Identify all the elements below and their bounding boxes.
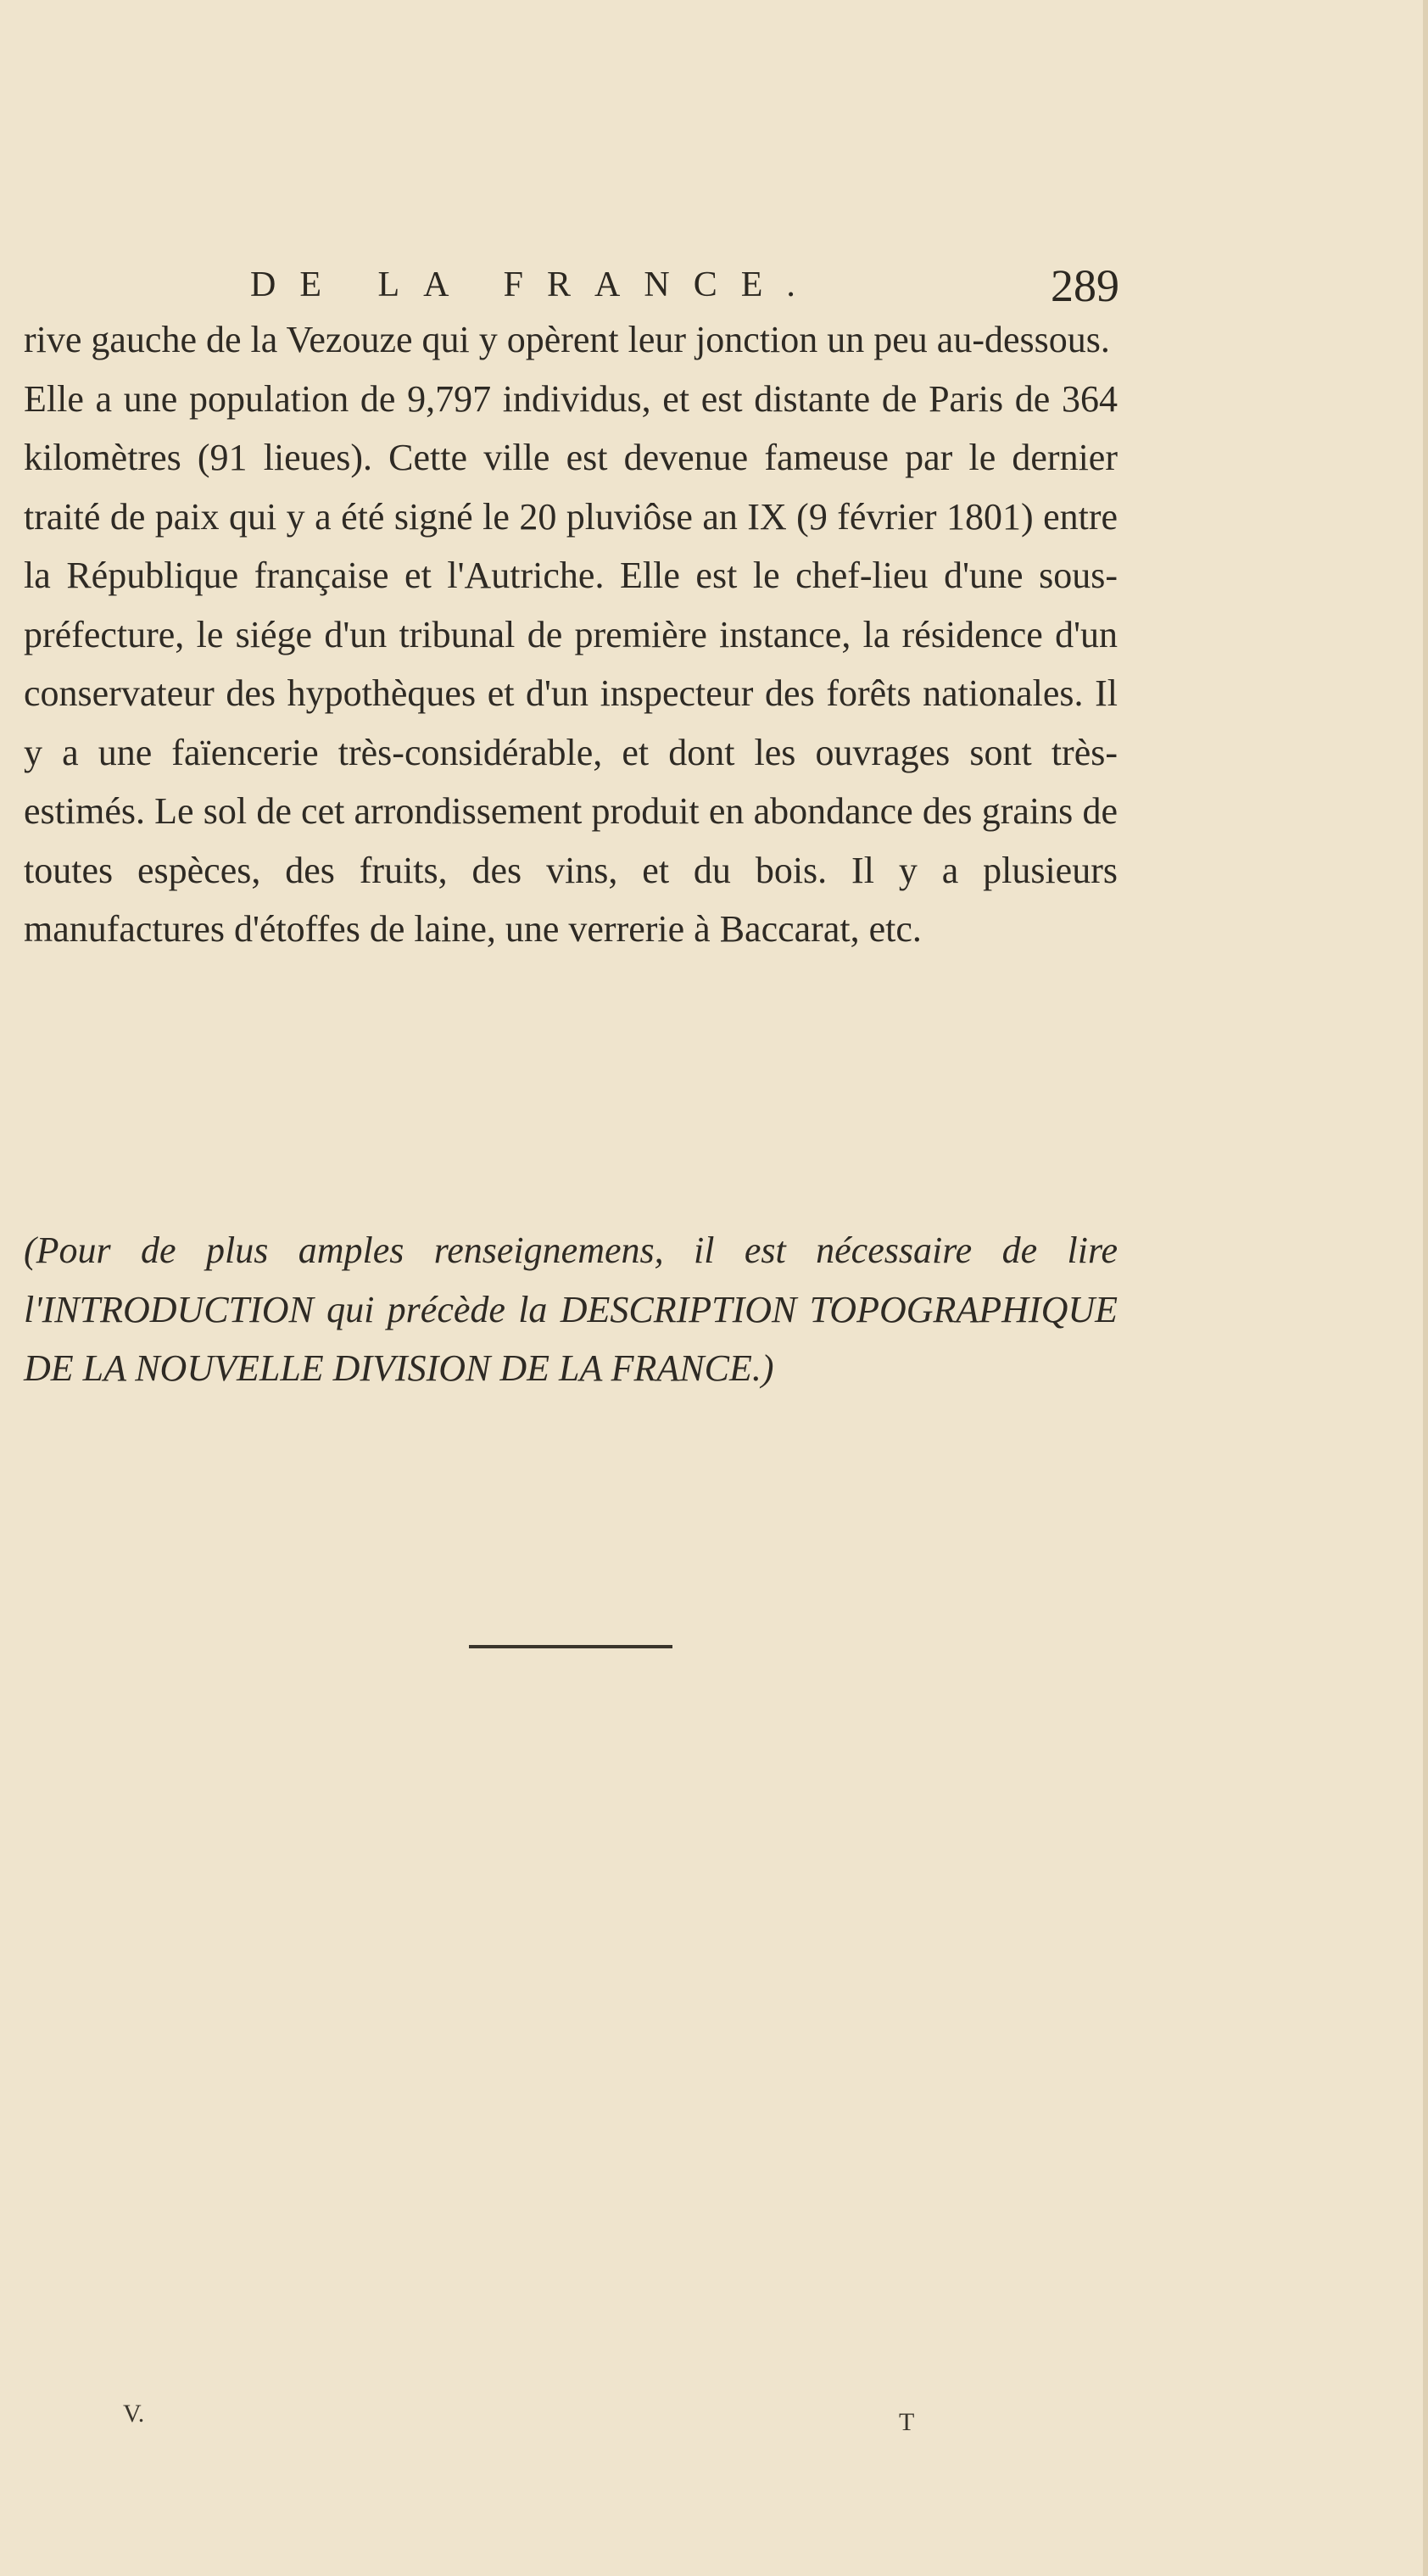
- catchword: T: [899, 2408, 915, 2436]
- body-text: [24, 310, 1118, 959]
- section-divider: [469, 1645, 672, 1648]
- reference-note: (Pour de plus amples renseignemens, il est nécessaire de lire l'INTRODUCTION qui précède la DESCRIPTION TOPOGRAPHIQUE DE LA NOUVELLE DIVISION DE LA FRANCE.): [24, 1229, 1118, 1389]
- page-edge: [1423, 0, 1428, 2576]
- paragraph-continuation: rive gauche de la Vezouze qui y opèrent leur jonction un peu au-dessous.: [24, 319, 1110, 360]
- paragraph-description: Elle a une population de 9,797 individus, et est distante de Paris de 364 kilomètres (91 lieues). Cette ville est devenue fameuse par le dernier traité de paix qui y a été signé le 20 pluviôse an IX (9 février 1801) entre la République française et l'Autriche. Elle est le chef-lieu d'une sous-préfecture, le siége d'un tribunal de première instance, la résidence d'un conservateur des hypothèques et d'un inspecteur des forêts nationales. Il y a une faïencerie très-considérable, et dont les ouvrages sont très-estimés. Le sol de cet arrondissement produit en abondance des grains de toutes espèces, des fruits, des vins, et du bois. Il y a plusieurs manufactures d'étoffes de laine, une verrerie à Baccarat, etc.: [24, 377, 1118, 950]
- signature-mark: V.: [123, 2400, 145, 2428]
- page-number: 289: [1051, 260, 1119, 311]
- running-title: DE LA FRANCE.: [250, 265, 819, 304]
